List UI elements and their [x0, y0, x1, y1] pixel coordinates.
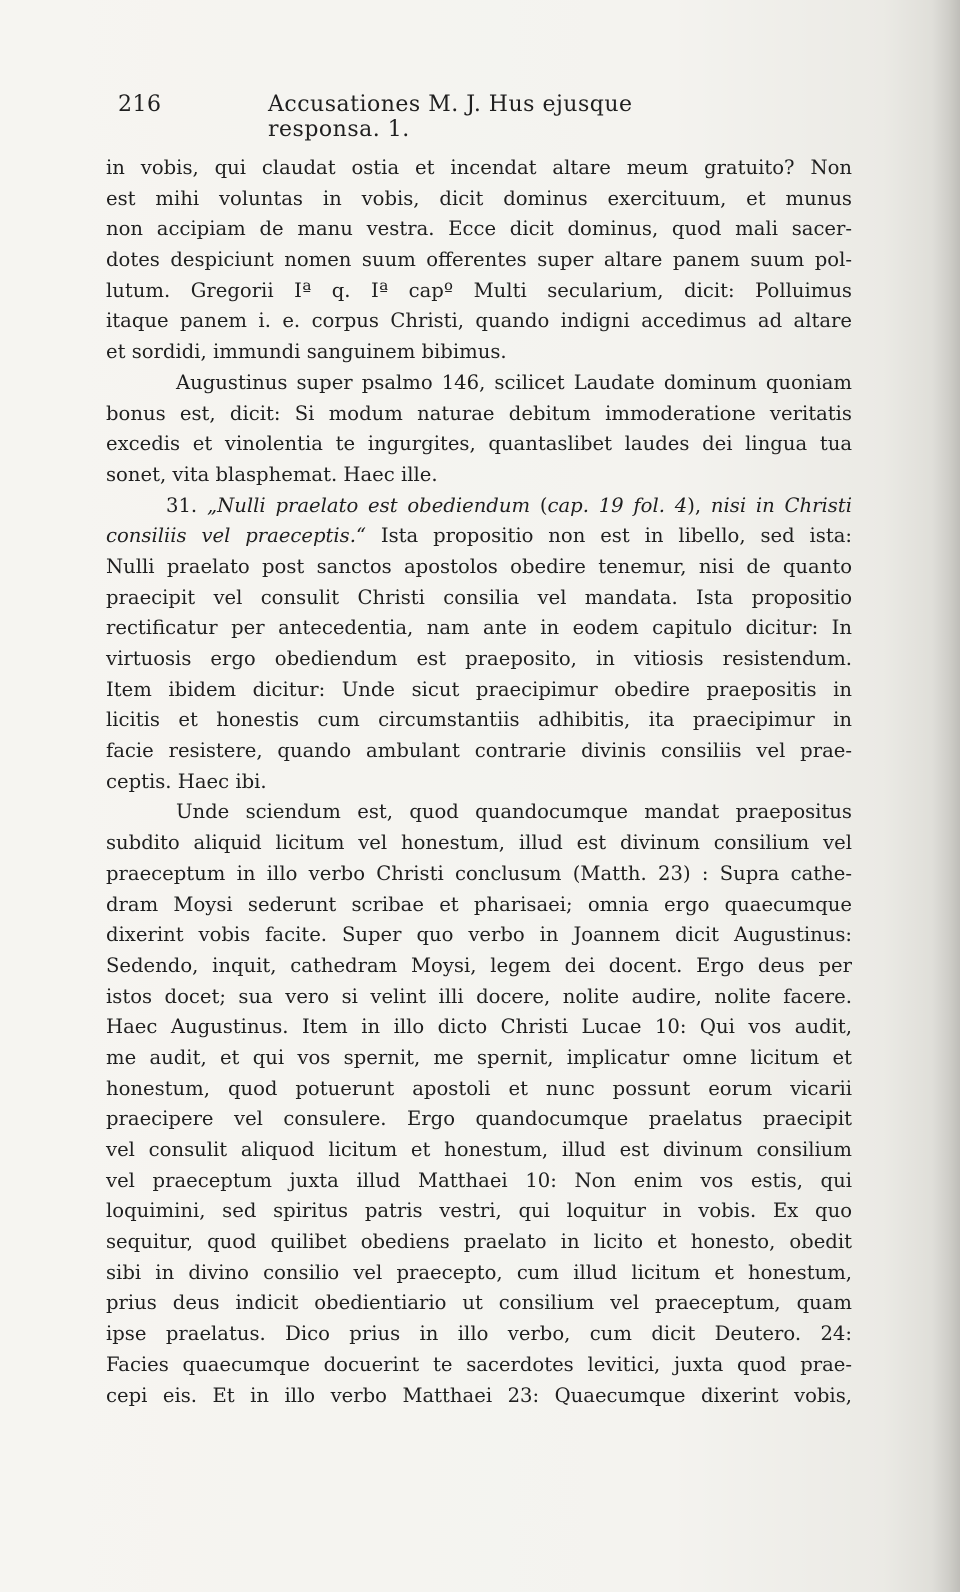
text-line: honestum, quod potuerunt apostoli et nunc possunt eorum vicarii	[106, 1076, 852, 1100]
text-line: Augustinus super psalmo 146, scilicet Laudate dominum quoniam	[176, 370, 852, 394]
page-edge-shadow	[932, 0, 960, 1592]
text-line: Facies quaecumque docuerint te sacerdotes levitici, juxta quod prae-	[106, 1352, 852, 1376]
text-line: lutum. Gregorii Iª q. Iª capº Multi secularium, dicit: Polluimus	[106, 278, 852, 302]
text-line: in vobis, qui claudat ostia et incendat altare meum gratuito? Non	[106, 156, 852, 179]
text-line: Unde sciendum est, quod quandocumque mandat praepositus	[176, 800, 852, 824]
text-line: 31. „Nulli praelato est obediendum (cap. 19 fol. 4), nisi in Christi	[166, 493, 852, 517]
text-line: est mihi voluntas in vobis, dicit dominus exercituum, et munus	[106, 186, 852, 210]
text-line: rectificatur per antecedentia, nam ante in eodem capitulo dicitur: In	[106, 616, 852, 640]
text-line: sequitur, quod quilibet obediens praelato in licito et honesto, obedit	[106, 1230, 852, 1254]
text-line: virtuosis ergo obediendum est praeposito, in vitiosis resistendum.	[106, 647, 852, 670]
text-line: praeceptum in illo verbo Christi conclusum (Matth. 23) : Supra cathe-	[106, 861, 852, 885]
text-line: sonet, vita blasphemat. Haec ille.	[106, 462, 438, 486]
text-line: praecipere vel consulere. Ergo quandocumque praelatus praecipit	[106, 1107, 852, 1131]
text-line: istos docet; sua vero si velint illi docere, nolite audire, nolite facere.	[106, 984, 852, 1008]
text-line: consiliis vel praeceptis.“ Ista propositio non est in libello, sed ista:	[106, 524, 853, 548]
text-line: Nulli praelato post sanctos apostolos obedire tenemur, nisi de quanto	[106, 554, 852, 578]
text-line: Sedendo, inquit, cathedram Moysi, legem dei docent. Ergo deus per	[106, 953, 852, 977]
text-line: ceptis. Haec ibi.	[106, 769, 267, 793]
text-line: dotes despiciunt nomen suum offerentes super altare panem suum pol-	[106, 248, 852, 272]
text-line: praecipit vel consulit Christi consilia vel mandata. Ista propositio	[106, 585, 852, 609]
text-line: vel praeceptum juxta illud Matthaei 10: Non enim vos estis, qui	[106, 1168, 852, 1192]
text-line: Haec Augustinus. Item in illo dicto Christi Lucae 10: Qui vos audit,	[106, 1015, 852, 1039]
body-text	[106, 153, 852, 1411]
text-line: et sordidi, immundi sanguinem bibimus.	[106, 340, 507, 364]
text-line: loquimini, sed spiritus patris vestri, qui loquitur in vobis. Ex quo	[106, 1199, 852, 1223]
text-line: dixerint vobis facite. Super quo verbo in Joannem dicit Augustinus:	[106, 923, 852, 947]
text-line: cepi eis. Et in illo verbo Matthaei 23: Quaecumque dixerint vobis,	[106, 1383, 852, 1407]
text-line: non accipiam de manu vestra. Ecce dicit dominus, quod mali sacer-	[106, 217, 852, 241]
page-header	[118, 92, 718, 142]
text-line: me audit, et qui vos spernit, me spernit, implicatur omne licitum et	[106, 1045, 852, 1069]
page-number: 216	[118, 92, 162, 117]
text-line: facie resistere, quando ambulant contrarie divinis consiliis vel prae-	[106, 739, 852, 763]
text-line: bonus est, dicit: Si modum naturae debitum immoderatione veritatis	[106, 401, 852, 425]
text-line: itaque panem i. e. corpus Christi, quando indigni accedimus ad altare	[106, 309, 852, 333]
text-line: prius deus indicit obedientiario ut consilium vel praeceptum, quam	[106, 1291, 852, 1315]
running-head: Accusationes M. J. Hus ejusque responsa. 1.	[268, 92, 633, 142]
text-line: vel consulit aliquod licitum et honestum, illud est divinum consilium	[106, 1138, 852, 1161]
text-line: ipse praelatus. Dico prius in illo verbo, cum dicit Deutero. 24:	[106, 1322, 852, 1346]
text-line: sibi in divino consilio vel praecepto, cum illud licitum et honestum,	[106, 1260, 852, 1284]
text-line: licitis et honestis cum circumstantiis adhibitis, ita praecipimur in	[106, 708, 852, 732]
text-line: excedis et vinolentia te ingurgites, quantaslibet laudes dei lingua tua	[106, 432, 852, 456]
text-line: dram Moysi sederunt scribae et pharisaei; omnia ergo quaecumque	[106, 892, 852, 916]
text-line: Item ibidem dicitur: Unde sicut praecipimur obedire praepositis in	[106, 677, 852, 701]
text-line: subdito aliquid licitum vel honestum, illud est divinum consilium vel	[106, 831, 852, 855]
